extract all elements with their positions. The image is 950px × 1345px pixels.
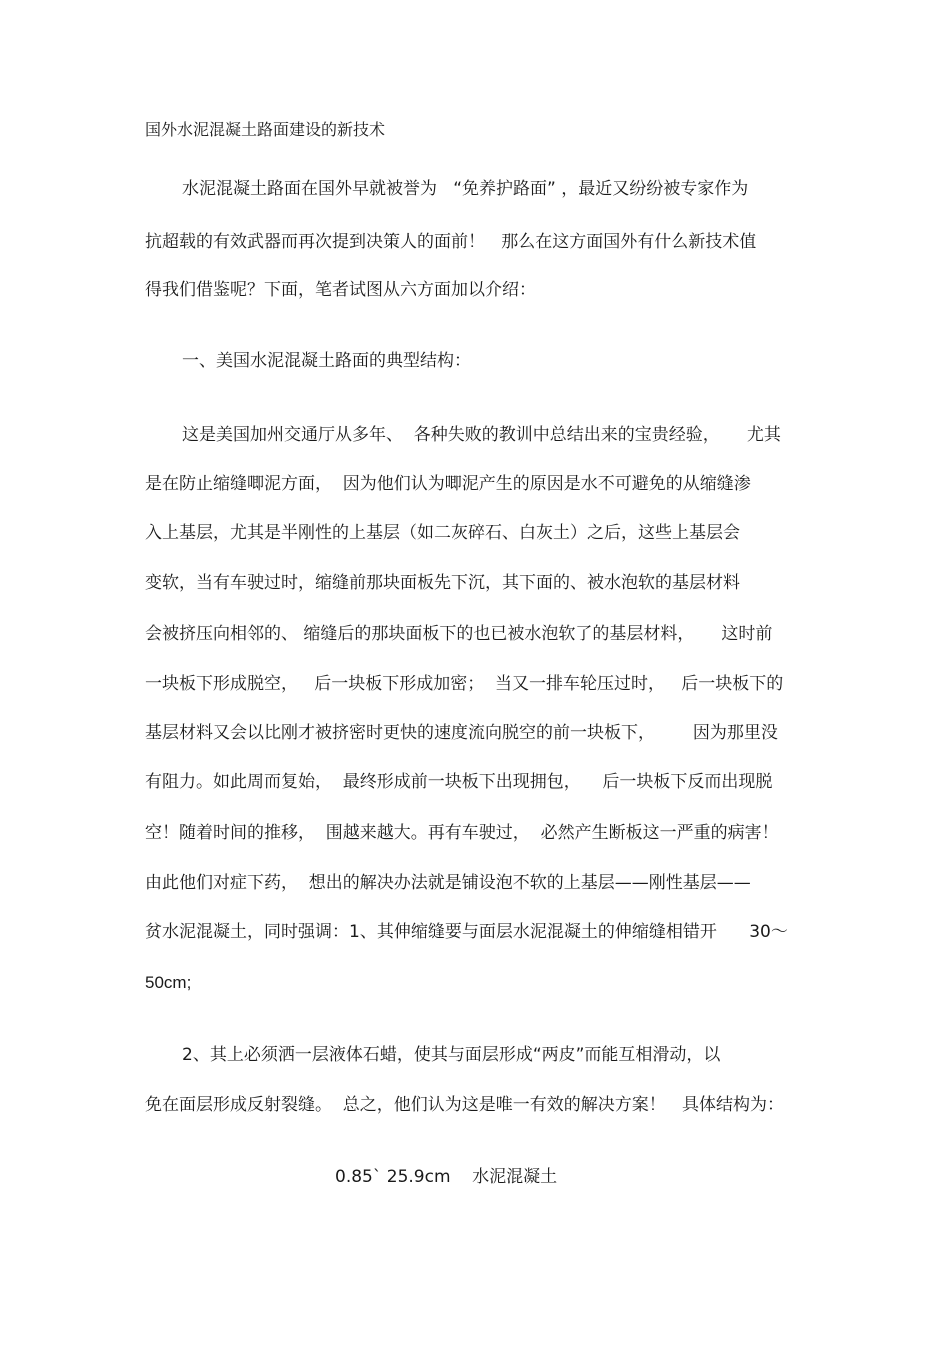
paragraph-line: 免在面层形成反射裂缝。 总之，他们认为这是唯一有效的解决方案！ 具体结构为：: [145, 1095, 785, 1115]
paragraph-line: 2、其上必须洒一层液体石蜡，使其与面层形成“两皮”而能互相滑动，以: [182, 1045, 721, 1065]
paragraph-line: 一块板下形成脱空， 后一块板下形成加密； 当又一排车轮压过时， 后一块板下的: [145, 674, 784, 694]
paragraph-line: 会被挤压向相邻的、 缩缝后的那块面板下的也已被水泡软了的基层材料， 这时前: [145, 624, 773, 644]
paragraph-line: 是在防止缩缝唧泥方面， 因为他们认为唧泥产生的原因是水不可避免的从缩缝渗: [145, 474, 751, 494]
paragraph-line: 变软，当有车驶过时，缩缝前那块面板先下沉，其下面的、被水泡软的基层材料: [145, 573, 740, 593]
paragraph-line: 50cm;: [145, 973, 192, 992]
intro-line: 抗超载的有效武器而再次提到决策人的面前！ 那么在这方面国外有什么新技术值: [145, 232, 757, 252]
paragraph-line: 由此他们对症下药， 想出的解决办法就是铺设泡不软的上基层——刚性基层——: [145, 873, 751, 893]
document-title: 国外水泥混凝土路面建设的新技术: [145, 120, 386, 139]
structure-layer-item: 0.85` 25.9cm 水泥混凝土: [335, 1167, 558, 1187]
paragraph-line: 有阻力。如此周而复始， 最终形成前一块板下出现拥包， 后一块板下反而出现脱: [145, 772, 773, 792]
intro-line: 得我们借鉴呢？下面，笔者试图从六方面加以介绍：: [145, 280, 536, 300]
paragraph-line: 空！随着时间的推移， 围越来越大。再有车驶过， 必然产生断板这一严重的病害！: [145, 823, 779, 843]
paragraph-line: 贫水泥混凝土，同时强调：1、其伸缩缝要与面层水泥混凝土的伸缩缝相错开 30～: [145, 922, 788, 942]
intro-line: 水泥混凝土路面在国外早就被誉为 “免养护路面” ，最近又纷纷被专家作为: [182, 179, 749, 199]
paragraph-line: 基层材料又会以比刚才被挤密时更快的速度流向脱空的前一块板下， 因为那里没: [145, 723, 778, 743]
section-heading: 一、美国水泥混凝土路面的典型结构：: [182, 351, 471, 371]
paragraph-line: 这是美国加州交通厅从多年、 各种失败的教训中总结出来的宝贵经验， 尤其: [182, 425, 781, 445]
paragraph-line: 入上基层，尤其是半刚性的上基层（如二灰碎石、白灰土）之后，这些上基层会: [145, 523, 740, 543]
